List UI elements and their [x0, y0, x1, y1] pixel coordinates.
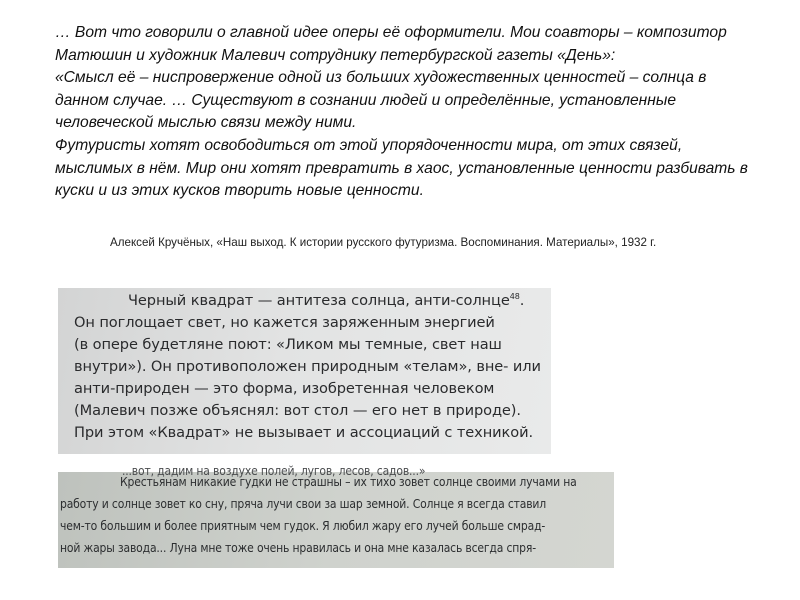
footnote-marker: 48 [509, 292, 520, 302]
scan1-line-5: анти-природен — это форма, изобретенная человеком [74, 380, 495, 397]
scan1-line-6: (Малевич позже объяснял: вот стол — его нет в природе). [74, 402, 521, 419]
scan2-line-2: работу и солнце зовет ко сну, пряча лучи свои за шар земной. Солнце я всегда ставил [60, 496, 547, 511]
scan2-line-3: чем-то большим и более приятным чем гудок. Я любил жару его лучей больше смрад- [60, 518, 546, 533]
scan2-cut-line: ...вот, дадим на воздухе полей, лугов, лесов, садов...» [122, 463, 426, 478]
scan1-line-4: внутри»). Он противоположен природным «телам», вне- или [74, 358, 541, 375]
book-scan-black-square [58, 288, 551, 454]
scan1-line-1-text: Черный квадрат — антитеза солнца, анти-солнце [128, 292, 510, 309]
scan2-line-1: Крестьянам никакие гудки не страшны – их тихо зовет солнце своими лучами на [120, 474, 577, 489]
scan1-line-3: (в опере будетляне поют: «Ликом мы темные, свет наш [74, 336, 502, 353]
scan1-line-1-tail: . [519, 292, 525, 309]
quote-paragraph-intro: … Вот что говорили о главной идее оперы её оформители. Мои соавторы – композитор Матюшин и художник Малевич сотруднику петербургской газеты «День»: [55, 24, 727, 64]
book-scan-peasants [58, 463, 614, 568]
quote-attribution: Алексей Кручёных, «Наш выход. К истории русского футуризма. Воспоминания. Материалы», 1932 г. [110, 236, 657, 249]
quote-paragraph-meaning: «Смысл её – ниспровержение одной из больших художественных ценностей – солнца в данном случае. … Существуют в сознании людей и определённые, установленные человеческой мыслью связи между ними. [55, 69, 707, 132]
quote-block [55, 22, 755, 203]
scan1-line-2: Он поглощает свет, но кажется заряженным энергией [74, 314, 495, 331]
scan1-line-7: При этом «Квадрат» не вызывает и ассоциаций с техникой. [74, 424, 533, 441]
quote-paragraph-futurists: Футуристы хотят освободиться от этой упорядоченности мира, от этих связей, мыслимых в нём. Мир они хотят превратить в хаос, установленные ценности разбивать в куски и из этих кусков творить новые ценности. [55, 136, 748, 200]
scan2-line-4: ной жары завода... Луна мне тоже очень нравилась и она мне казалась всегда спря- [60, 540, 536, 555]
scan1-line-1 [128, 292, 524, 309]
